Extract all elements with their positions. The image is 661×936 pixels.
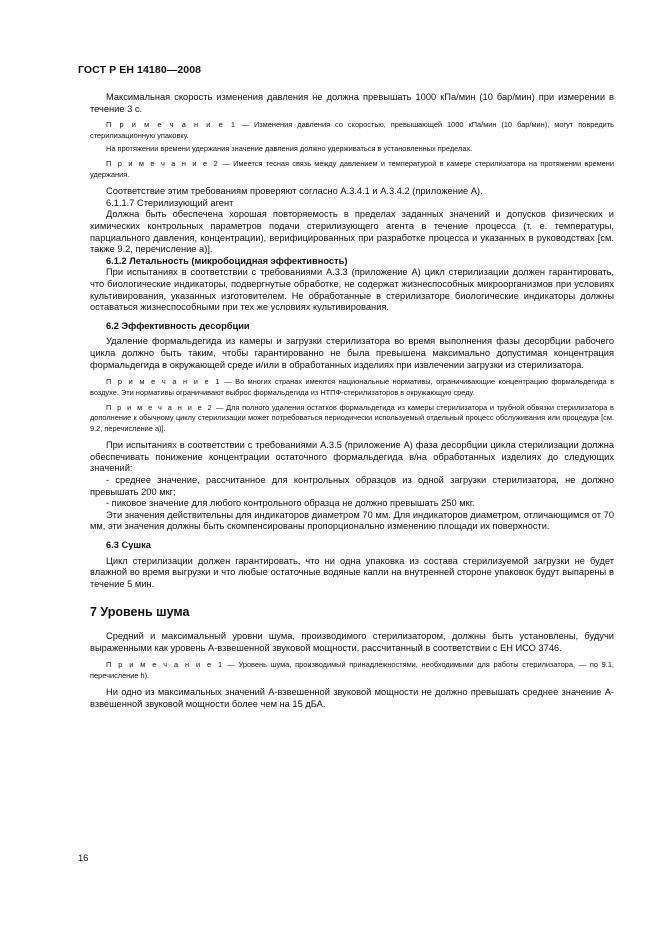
note — [90, 377, 614, 398]
note — [90, 660, 614, 681]
note-text: — Во многих странах имеются национальные нормативы, ограничивающие концентрацию формальдегида в воздухе. Эти нормативы ограничивают выброс формальдегида из НТПФ-стерилизаторов в окружающую среду. — [90, 377, 614, 397]
list-item: - среднее значение, рассчитанное для контрольных образцов из одной загрузки стерилизатора, не должно превышать 200 мкг; — [90, 474, 614, 497]
note-label: П р и м е ч а н и е 2 — [106, 159, 220, 169]
paragraph: Цикл стерилизации должен гарантировать, что ни одна упаковка из состава стерилизуемой загрузки не будет влажной во время выгрузки и что любые остаточные водяные капли на внутренней стороне упаковок будут выпарены в течение 5 мин. — [90, 555, 614, 589]
note-text: — Изменения давления со скоростью, превышающей 1000 кПа/мин (10 бар/мин), могут повредить стерилизационную упаковку. — [90, 120, 614, 140]
page-number: 16 — [78, 853, 89, 863]
note-label: П р и м е ч а н и е 1 — [106, 377, 221, 387]
subsection-heading: 6.2 Эффективность десорбции — [106, 320, 250, 331]
note — [90, 159, 614, 180]
paragraph: Должна быть обеспечена хорошая повторяемость в пределах заданных значений и допусков физических и химических контрольных параметров подачи стерилизующего агента в течение процесса (т. е. температуры, парциального давления, концентрации), верифицированных при разработке процесса и указанных в руководствах [см. также 9.2, перечисление а)]. — [90, 209, 614, 255]
note-text: — Уровень шума, производимый принадлежностями, необходимыми для работы стерилизатора, — по 9.1, перечисление h). — [90, 660, 614, 680]
standard-header: ГОСТ Р ЕН 14180—2008 — [78, 64, 202, 76]
note — [90, 403, 614, 434]
section-heading: 7 Уровень шума — [90, 605, 190, 620]
paragraph: Средний и максимальный уровни шума, производимого стерилизатором, должны быть установлены, будучи выраженными как уровень A-взвешенной звуковой мощности, рассчитанный в соответствии с ЕН ИСО 3746. — [90, 631, 614, 653]
note: На протяжении времени удержания значение давления должно удерживаться в установленных пределах. — [106, 144, 473, 153]
note-label: П р и м е ч а н и е 2 — [106, 402, 214, 412]
list-item: - пиковое значение для любого контрольного образца не должно превышать 250 мкг. — [106, 498, 475, 509]
paragraph: Удаление формальдегида из камеры и загрузки стерилизатора во время выполнения фазы десорбции рабочего цикла должно быть таким, чтобы гарантированно не была превышена максимально допустимая концентрация формальдегида в окружающей среде и/или в обработанных изделиях при извлечении загрузки из стерилизатора. — [90, 336, 614, 370]
note-label: П р и м е ч а н и е 1 — [106, 120, 237, 130]
page-content — [90, 92, 614, 710]
paragraph: Максимальная скорость изменения давления не должна превышать 1000 кПа/мин (10 бар/мин) при измерении в течение 3 с. — [90, 92, 614, 114]
paragraph: При испытаниях в соответствии с требованиями А.3.3 (приложение А) цикл стерилизации должен гарантировать, что биологические индикаторы, подвергнутые обработке, не содержат жизнеспособных микроорганизмов при условиях культивирования, указанных изготовителем. Не обработанные в стерилизаторе биологические индикаторы должны оставаться жизнеспособными при тех же условиях культивирования. — [90, 267, 614, 313]
paragraph: Эти значения действительны для индикаторов диаметром 70 мм. Для индикаторов диаметром, отличающимся от 70 мм, эти значения должны быть скомпенсированы пропорционально изменению площади их поверхности. — [90, 509, 614, 532]
paragraph: При испытаниях в соответствии с требованиями А.3.5 (приложение А) фаза десорбции цикла стерилизации должна обеспечивать понижение концентрации остаточного формальдегида в/на обработанных изделиях до следующих значений: — [90, 440, 614, 474]
note — [90, 120, 614, 141]
note-text: — Для полного удаления остатков формальдегида из камеры стерилизатора и трубной обвязки стерилизатора в дополнение к обычному циклу стерилизации может потребоваться периодически используемый отдельный процесс обслуживания или процедура [см. 9.2, перечисление а)]. — [90, 402, 614, 433]
subclause-title: 6.1.1.7 Стерилизующий агент — [106, 197, 234, 208]
note-label: П р и м е ч а н и е 1 — [106, 660, 224, 670]
subsection-heading: 6.1.2 Летальность (микробоцидная эффективность) — [106, 255, 348, 266]
paragraph: Ни одно из максимальных значений A-взвешенной звуковой мощности не должно превышать среднее значение A-взвешенной звуковой мощности более чем на 15 дБА. — [90, 687, 614, 709]
paragraph: Соответствие этим требованиям проверяют согласно А.3.4.1 и А.3.4.2 (приложение А). — [106, 186, 483, 197]
subsection-heading: 6.3 Сушка — [106, 539, 151, 550]
note-text: — Имеется тесная связь между давлением и температурой в камере стерилизатора на протяжении времени удержания. — [90, 159, 614, 179]
